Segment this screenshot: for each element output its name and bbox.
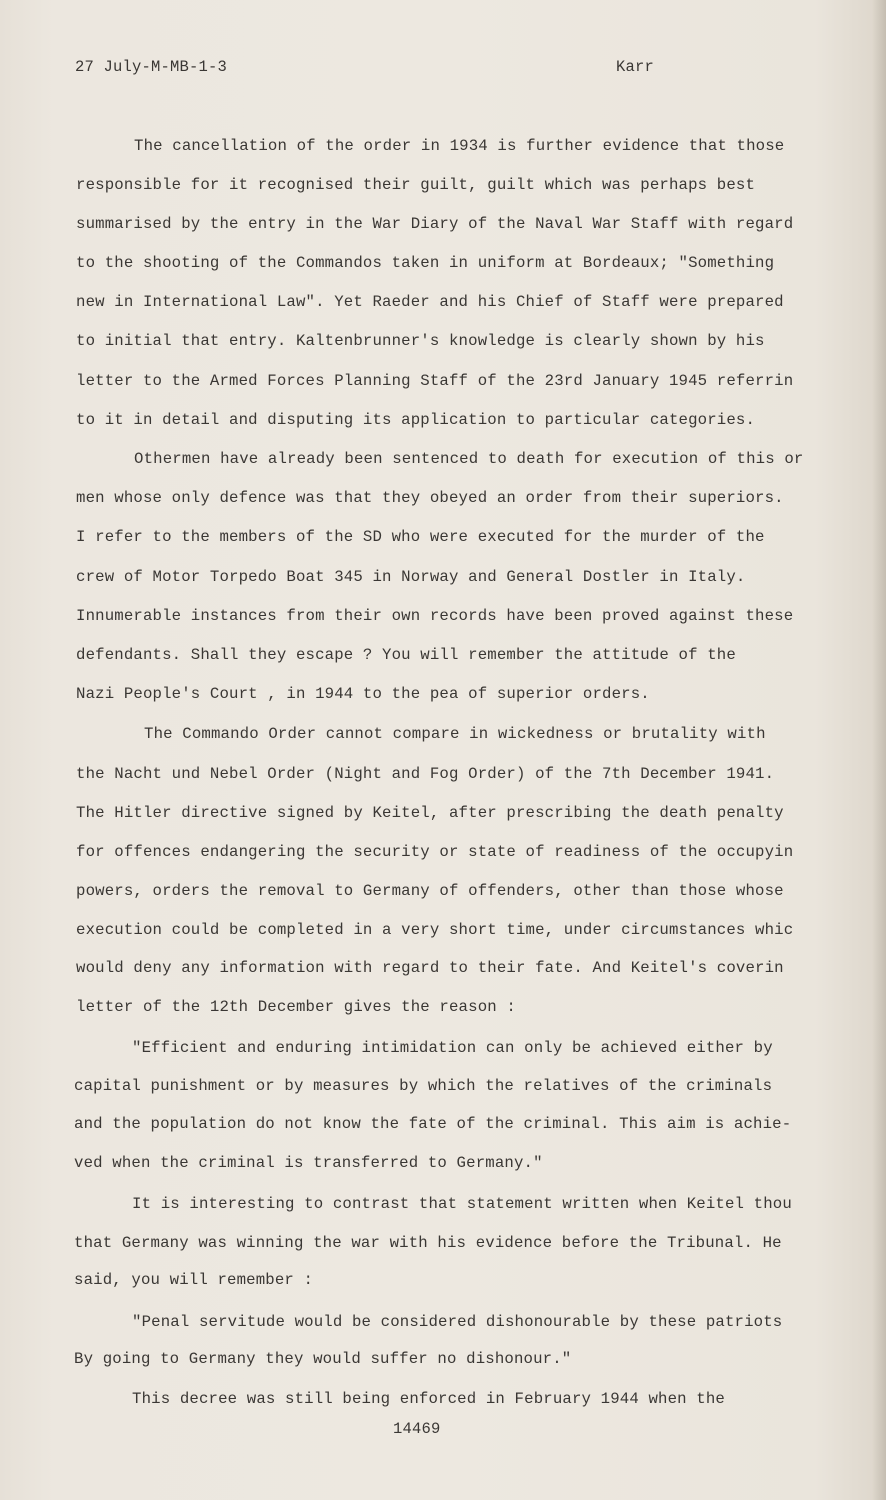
text-line: Innumerable instances from their own records have been proved against these: [76, 607, 794, 625]
text-line: The cancellation of the order in 1934 is further evidence that those: [134, 137, 785, 155]
page-edge-shadow: [872, 0, 886, 1500]
text-line: said, you will remember :: [74, 1271, 314, 1289]
quote-line: By going to Germany they would suffer no dishonour.": [74, 1350, 572, 1368]
text-line: men whose only defence was that they obeyed an order from their superiors.: [76, 489, 784, 507]
text-line: to initial that entry. Kaltenbrunner's knowledge is clearly shown by his: [76, 332, 765, 350]
text-line: powers, orders the removal to Germany of offenders, other than those whose: [76, 882, 784, 900]
quote-line: ved when the criminal is transferred to Germany.": [74, 1154, 543, 1172]
text-line: I refer to the members of the SD who were executed for the murder of the: [76, 528, 765, 546]
text-line: summarised by the entry in the War Diary of the Naval War Staff with regard: [76, 215, 794, 233]
text-line: the Nacht und Nebel Order (Night and Fog Order) of the 7th December 1941.: [76, 765, 775, 783]
text-line: This decree was still being enforced in February 1944 when the: [132, 1390, 725, 1408]
page-number: 14469: [393, 1420, 441, 1438]
text-line: for offences endangering the security or state of readiness of the occupyin: [76, 843, 794, 861]
quote-line: "Efficient and enduring intimidation can only be achieved either by: [132, 1039, 773, 1057]
text-line: The Hitler directive signed by Keitel, after prescribing the death penalty: [76, 804, 784, 822]
text-line: to the shooting of the Commandos taken in uniform at Bordeaux; "Something: [76, 254, 775, 272]
document-reference: 27 July-M-MB-1-3: [75, 58, 228, 76]
quote-line: "Penal servitude would be considered dishonourable by these patriots: [132, 1313, 783, 1331]
text-line: new in International Law". Yet Raeder and his Chief of Staff were prepared: [76, 293, 784, 311]
text-line: would deny any information with regard to their fate. And Keitel's coverin: [76, 959, 784, 977]
text-line: that Germany was winning the war with his evidence before the Tribunal. He: [74, 1234, 782, 1252]
text-line: It is interesting to contrast that statement written when Keitel thou: [132, 1195, 792, 1213]
text-line: to it in detail and disputing its application to particular categories.: [76, 411, 756, 429]
text-line: responsible for it recognised their guilt, guilt which was perhaps best: [76, 176, 756, 194]
text-line: The Commando Order cannot compare in wickedness or brutality with: [144, 725, 766, 743]
text-line: execution could be completed in a very short time, under circumstances whic: [76, 921, 794, 939]
text-line: letter to the Armed Forces Planning Staff of the 23rd January 1945 referrin: [76, 372, 794, 390]
text-line: defendants. Shall they escape ? You will remember the attitude of the: [76, 646, 736, 664]
text-line: crew of Motor Torpedo Boat 345 in Norway and General Dostler in Italy.: [76, 568, 746, 586]
text-line: Nazi People's Court , in 1944 to the pea of superior orders.: [76, 685, 650, 703]
quote-line: capital punishment or by measures by which the relatives of the criminals: [74, 1077, 773, 1095]
text-line: Othermen have already been sentenced to death for execution of this or: [134, 450, 804, 468]
quote-line: and the population do not know the fate of the criminal. This aim is achie-: [74, 1115, 792, 1133]
text-line: letter of the 12th December gives the reason :: [76, 998, 516, 1016]
reporter-name: Karr: [616, 58, 655, 76]
